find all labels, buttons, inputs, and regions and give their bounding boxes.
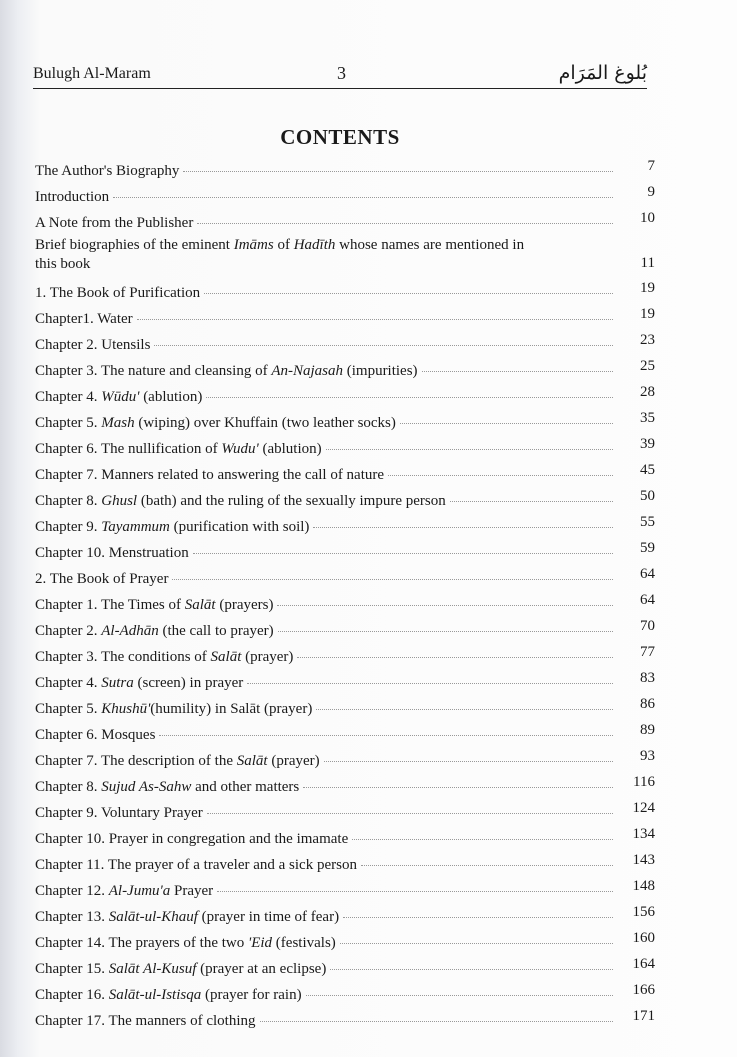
toc-entry-label xyxy=(35,982,613,1008)
toc-label-italic: 'Eid xyxy=(248,935,273,951)
toc-entry[interactable] xyxy=(35,210,655,236)
toc-label-text: (humility) in Salāt (prayer) xyxy=(150,701,313,717)
dot-leader xyxy=(352,838,613,840)
toc-label-text: Chapter1. Water xyxy=(35,311,133,327)
dot-leader xyxy=(204,292,613,294)
toc-entry[interactable] xyxy=(35,592,655,618)
toc-label-text xyxy=(35,722,155,748)
toc-label-italic: Salāt xyxy=(184,597,216,613)
toc-page-number: 86 xyxy=(640,696,655,712)
toc-label-text: Chapter 7. Manners related to answering the call of nature xyxy=(35,467,385,483)
toc-label-text xyxy=(35,514,309,540)
toc-entry[interactable] xyxy=(35,462,655,488)
toc-label-text xyxy=(35,904,339,930)
toc-entry-label xyxy=(35,158,613,184)
toc-entry-label xyxy=(35,826,613,852)
toc-label-text: Introduction xyxy=(35,189,110,205)
toc-entry-label xyxy=(35,566,613,592)
toc-page-number: 134 xyxy=(632,826,655,842)
toc-label-text: Chapter 5. xyxy=(35,701,102,717)
toc-label-italic: Wūdu' xyxy=(101,389,140,405)
toc-entry[interactable] xyxy=(35,670,655,696)
toc-entry[interactable] xyxy=(35,1008,655,1034)
toc-label-text: and other matters xyxy=(191,779,300,795)
toc-page-number: 83 xyxy=(640,670,655,686)
dot-leader xyxy=(450,500,613,502)
toc-label-italic: Imāms xyxy=(233,237,274,253)
toc-page-number: 116 xyxy=(633,774,655,790)
dot-leader xyxy=(422,370,613,372)
toc-page-number: 39 xyxy=(640,436,655,452)
dot-leader xyxy=(303,786,613,788)
toc-label-text xyxy=(35,748,320,774)
toc-label-italic: Al-Adhān xyxy=(101,623,159,639)
toc-label-text xyxy=(35,384,202,410)
toc-label-text: 2. The Book of Prayer xyxy=(35,571,169,587)
toc-label-italic: Salāt xyxy=(236,753,268,769)
toc-label-text: (prayer) xyxy=(267,753,320,769)
toc-label-text: Chapter 7. The description of the xyxy=(35,753,237,769)
dot-leader xyxy=(388,474,613,476)
toc-label-text xyxy=(35,696,312,722)
toc-entry[interactable] xyxy=(35,644,655,670)
toc-label-text: Chapter 8. xyxy=(35,493,102,509)
toc-page-number: 160 xyxy=(632,930,655,946)
toc-entry-label xyxy=(35,540,613,566)
toc-label-text: Chapter 2. Utensils xyxy=(35,337,151,353)
toc-entry[interactable] xyxy=(35,184,655,210)
toc-label-italic: Salāt-ul-Khauf xyxy=(108,909,198,925)
toc-entry-label xyxy=(35,280,613,306)
dot-leader xyxy=(154,344,613,346)
toc-label-text: (screen) in prayer xyxy=(133,675,244,691)
toc-entry-label xyxy=(35,462,613,488)
toc-label-text xyxy=(35,800,203,826)
toc-label-italic: Ghusl xyxy=(101,493,138,509)
toc-entry-label xyxy=(35,514,613,540)
toc-entry[interactable] xyxy=(35,956,655,982)
toc-label-italic: Wudu' xyxy=(221,441,259,457)
toc-entry-label xyxy=(35,956,613,982)
toc-label-text: The Author's Biography xyxy=(35,163,180,179)
toc-page-number: 10 xyxy=(640,210,655,226)
dot-leader xyxy=(400,422,613,424)
toc-label-text xyxy=(35,306,133,332)
toc-entry[interactable] xyxy=(35,826,655,852)
toc-label-text: (prayer at an eclipse) xyxy=(196,961,327,977)
toc-entry-label xyxy=(35,592,613,618)
toc-entry-label xyxy=(35,670,613,696)
dot-leader xyxy=(113,196,613,198)
toc-entry[interactable] xyxy=(35,384,655,410)
toc-label-text: (impurities) xyxy=(342,363,418,379)
toc-entry-label xyxy=(35,618,613,644)
toc-label-text: this book xyxy=(35,256,91,272)
toc-label-text: Chapter 10. Menstruation xyxy=(35,545,189,561)
dot-leader xyxy=(137,318,613,320)
toc-label-text: Brief biographies of the eminent xyxy=(35,237,234,253)
toc-label-text: whose names are mentioned in xyxy=(335,237,525,253)
toc-page-number: 7 xyxy=(647,158,655,174)
toc-page-number: 70 xyxy=(640,618,655,634)
toc-page-number: 11 xyxy=(640,255,655,271)
toc-label-text: Chapter 4. xyxy=(35,389,102,405)
dot-leader xyxy=(206,396,613,398)
toc-label-text: Chapter 1. The Times of xyxy=(35,597,185,613)
toc-label-text xyxy=(35,982,302,1008)
toc-label-text xyxy=(35,158,179,184)
dot-leader xyxy=(183,170,613,172)
toc-page-number: 9 xyxy=(647,184,655,200)
toc-entry-label xyxy=(35,184,613,210)
dot-leader xyxy=(217,890,613,892)
dot-leader xyxy=(306,994,613,996)
toc-label-text xyxy=(35,930,336,956)
toc-label-text: Chapter 9. xyxy=(35,519,102,535)
toc-label-text: Chapter 3. The conditions of xyxy=(35,649,211,665)
toc-label-italic: Sutra xyxy=(101,675,134,691)
toc-label-text: Chapter 3. The nature and cleansing of xyxy=(35,363,272,379)
toc-entry[interactable] xyxy=(35,852,655,878)
toc-page-number: 55 xyxy=(640,514,655,530)
toc-label-italic: An-Najasah xyxy=(271,363,343,379)
toc-label-text: (ablution) xyxy=(258,441,322,457)
toc-page-number: 93 xyxy=(640,748,655,764)
toc-label-text: Chapter 10. Prayer in congregation and the imamate xyxy=(35,831,349,847)
toc-entry[interactable] xyxy=(35,236,655,280)
toc-label-text xyxy=(35,1008,256,1034)
toc-label-italic: Mash xyxy=(101,415,135,431)
dot-leader xyxy=(277,604,613,606)
toc-entry[interactable] xyxy=(35,904,655,930)
toc-label-text xyxy=(35,852,357,878)
toc-label-text: (bath) and the ruling of the sexually impure person xyxy=(137,493,446,509)
toc-entry-label xyxy=(35,852,613,878)
toc-entry[interactable] xyxy=(35,800,655,826)
toc-page-number: 35 xyxy=(640,410,655,426)
table-of-contents xyxy=(35,158,655,1034)
dot-leader xyxy=(159,734,613,736)
toc-page-number: 19 xyxy=(640,280,655,296)
toc-entry[interactable] xyxy=(35,696,655,722)
dot-leader xyxy=(278,630,613,632)
toc-entry-label xyxy=(35,410,613,436)
header-arabic-title: بُلوغ المَرَام xyxy=(558,62,647,84)
dot-leader xyxy=(313,526,613,528)
toc-label-text xyxy=(35,592,273,618)
running-header xyxy=(33,58,647,89)
toc-page-number: 124 xyxy=(632,800,655,816)
toc-entry[interactable] xyxy=(35,722,655,748)
toc-page-number: 77 xyxy=(640,644,655,660)
toc-entry[interactable] xyxy=(35,358,655,384)
toc-label-text: Chapter 2. xyxy=(35,623,102,639)
toc-entry-label xyxy=(35,878,613,904)
toc-label-text: Chapter 16. xyxy=(35,987,109,1003)
toc-label-text xyxy=(35,826,348,852)
toc-label-text: Chapter 14. The prayers of the two xyxy=(35,935,248,951)
toc-label-text: (prayers) xyxy=(215,597,274,613)
dot-leader xyxy=(340,942,613,944)
toc-entry-label xyxy=(35,696,613,722)
toc-label-text xyxy=(35,184,109,210)
toc-label-italic: Salāt Al-Kusuf xyxy=(108,961,197,977)
toc-entry-label xyxy=(35,1008,613,1034)
toc-entry[interactable] xyxy=(35,540,655,566)
toc-entry[interactable] xyxy=(35,748,655,774)
toc-label-text xyxy=(35,488,446,514)
dot-leader xyxy=(330,968,613,970)
toc-label-text: (prayer for rain) xyxy=(201,987,302,1003)
toc-label-text: (prayer) xyxy=(241,649,294,665)
toc-entry[interactable] xyxy=(35,514,655,540)
toc-label-text xyxy=(35,878,213,904)
toc-label-text: Chapter 8. xyxy=(35,779,102,795)
toc-entry[interactable] xyxy=(35,436,655,462)
toc-label-italic: Al-Jumu'a xyxy=(108,883,171,899)
toc-entry-label xyxy=(35,644,613,670)
toc-label-text: (festivals) xyxy=(272,935,336,951)
toc-label-text: A Note from the Publisher xyxy=(35,215,194,231)
toc-label-text: (purification with soil) xyxy=(169,519,310,535)
toc-entry[interactable] xyxy=(35,774,655,800)
toc-page-number: 64 xyxy=(640,566,655,582)
toc-page-number: 148 xyxy=(632,878,655,894)
toc-page-number: 23 xyxy=(640,332,655,348)
toc-entry-label xyxy=(35,488,613,514)
contents-heading: CONTENTS xyxy=(280,125,400,149)
toc-label-text: Chapter 17. The manners of clothing xyxy=(35,1013,256,1029)
toc-label-text: Chapter 4. xyxy=(35,675,102,691)
toc-entry-label xyxy=(35,236,617,274)
dot-leader xyxy=(197,222,613,224)
toc-entry-label xyxy=(35,748,613,774)
toc-page-number: 25 xyxy=(640,358,655,374)
toc-entry[interactable] xyxy=(35,618,655,644)
toc-label-text: (the call to prayer) xyxy=(158,623,274,639)
toc-page-number: 28 xyxy=(640,384,655,400)
toc-label-text xyxy=(35,618,274,644)
header-book-title: Bulugh Al-Maram xyxy=(33,65,151,82)
toc-page-number: 45 xyxy=(640,462,655,478)
toc-entry-label xyxy=(35,436,613,462)
toc-label-text xyxy=(35,462,384,488)
toc-label-text: (ablution) xyxy=(139,389,203,405)
toc-entry-label xyxy=(35,774,613,800)
toc-label-text: Chapter 15. xyxy=(35,961,109,977)
dot-leader xyxy=(297,656,613,658)
toc-label-text: Chapter 11. The prayer of a traveler and a sick person xyxy=(35,857,357,873)
toc-entry-label xyxy=(35,384,613,410)
toc-label-text xyxy=(35,210,193,236)
toc-label-text xyxy=(35,436,322,462)
toc-entry[interactable] xyxy=(35,488,655,514)
toc-page-number: 143 xyxy=(632,852,655,868)
toc-page-number: 50 xyxy=(640,488,655,504)
toc-label-text: 1. The Book of Purification xyxy=(35,285,201,301)
toc-label-text: Chapter 6. The nullification of xyxy=(35,441,222,457)
dot-leader xyxy=(172,578,613,580)
toc-entry-label xyxy=(35,358,613,384)
dot-leader xyxy=(260,1020,613,1022)
toc-label-text: Prayer xyxy=(170,883,214,899)
dot-leader xyxy=(326,448,613,450)
toc-label-text: of xyxy=(273,237,294,253)
dot-leader xyxy=(316,708,613,710)
toc-label-text xyxy=(35,358,418,384)
toc-label-text xyxy=(35,774,299,800)
dot-leader xyxy=(207,812,613,814)
header-page-number: 3 xyxy=(337,63,346,83)
dot-leader xyxy=(247,682,613,684)
toc-label-text xyxy=(35,566,168,592)
toc-label-italic: Sujud As-Sahw xyxy=(101,779,192,795)
toc-label-italic: Salāt xyxy=(210,649,242,665)
toc-entry-label xyxy=(35,800,613,826)
toc-label-text xyxy=(35,410,396,436)
toc-entry-label xyxy=(35,210,613,236)
toc-page-number: 171 xyxy=(632,1008,655,1024)
toc-label-text: Chapter 9. Voluntary Prayer xyxy=(35,805,203,821)
toc-label-text xyxy=(35,956,326,982)
toc-label-text xyxy=(35,670,243,696)
dot-leader xyxy=(343,916,613,918)
toc-label-italic: Hadīth xyxy=(293,237,336,253)
toc-label-text: Chapter 6. Mosques xyxy=(35,727,156,743)
toc-label-text xyxy=(35,280,200,306)
toc-label-text: (wiping) over Khuffain (two leather socks) xyxy=(134,415,396,431)
toc-page-number: 166 xyxy=(632,982,655,998)
toc-page-number: 19 xyxy=(640,306,655,322)
toc-label-text: Chapter 13. xyxy=(35,909,109,925)
toc-label-italic: Salāt-ul-Istisqa xyxy=(108,987,202,1003)
toc-entry-label xyxy=(35,930,613,956)
toc-entry[interactable] xyxy=(35,982,655,1008)
toc-page-number: 64 xyxy=(640,592,655,608)
toc-entry[interactable] xyxy=(35,332,655,358)
toc-page-number: 59 xyxy=(640,540,655,556)
toc-entry[interactable] xyxy=(35,306,655,332)
toc-label-italic: Tayammum xyxy=(101,519,170,535)
toc-label-text xyxy=(35,332,150,358)
toc-label-text xyxy=(35,644,293,670)
toc-label-text xyxy=(35,540,189,566)
dot-leader xyxy=(361,864,613,866)
toc-label-italic: Khushū' xyxy=(101,701,151,717)
toc-entry-label xyxy=(35,332,613,358)
toc-entry[interactable] xyxy=(35,158,655,184)
toc-entry-label xyxy=(35,904,613,930)
toc-page-number: 164 xyxy=(632,956,655,972)
dot-leader xyxy=(193,552,613,554)
toc-entry-label xyxy=(35,722,613,748)
toc-entry-label xyxy=(35,306,613,332)
dot-leader xyxy=(324,760,613,762)
toc-label-text: Chapter 5. xyxy=(35,415,102,431)
toc-entry[interactable] xyxy=(35,410,655,436)
toc-page-number: 89 xyxy=(640,722,655,738)
toc-entry[interactable] xyxy=(35,566,655,592)
toc-label-text: Chapter 12. xyxy=(35,883,109,899)
toc-entry[interactable] xyxy=(35,878,655,904)
toc-entry[interactable] xyxy=(35,930,655,956)
toc-entry[interactable] xyxy=(35,280,655,306)
toc-label-text: (prayer in time of fear) xyxy=(197,909,340,925)
toc-page-number: 156 xyxy=(632,904,655,920)
